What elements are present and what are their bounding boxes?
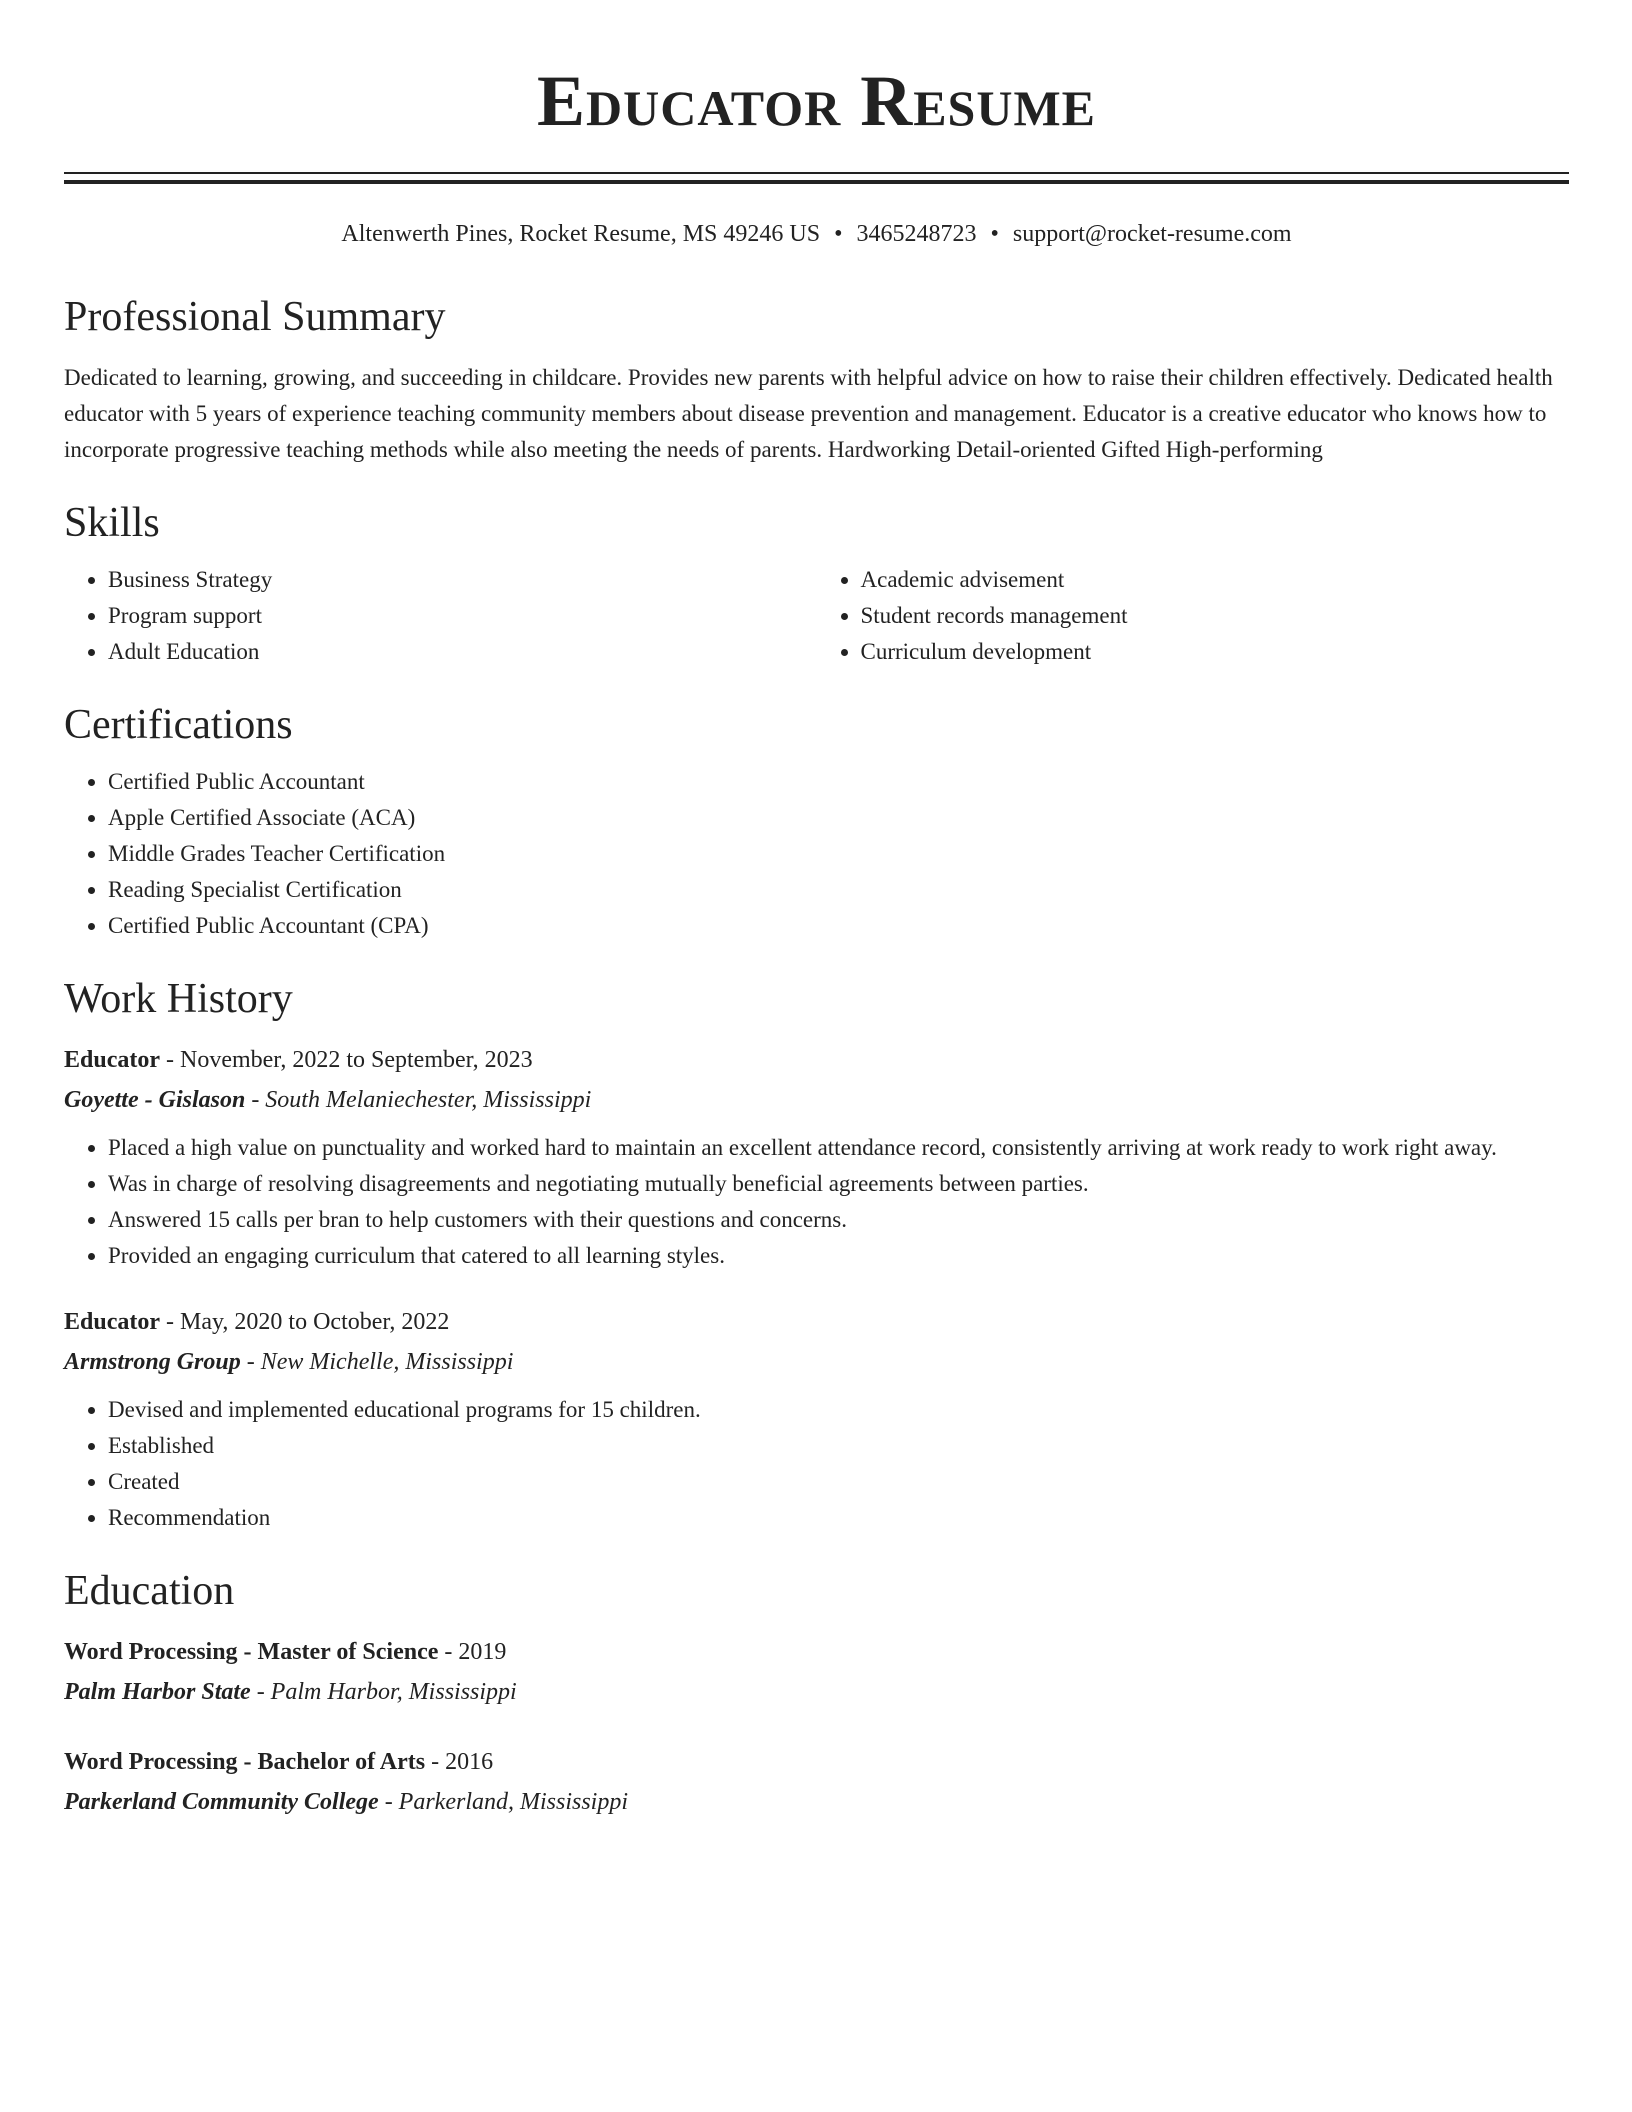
degree-line <box>64 1632 1569 1672</box>
job-bullet: • Answered 15 calls per bran to help customers with their questions and concerns. <box>108 1202 1569 1238</box>
contact-address: Altenwerth Pines, Rocket Resume, MS 49246 US <box>341 221 821 247</box>
certification-item: • Reading Specialist Certification <box>108 872 1569 908</box>
degree-name: Word Processing - Bachelor of Arts <box>64 1749 426 1775</box>
skills-heading: Skills <box>64 500 160 546</box>
contact-separator: • <box>834 221 843 247</box>
job-entry <box>64 1302 1569 1536</box>
job-entry <box>64 1040 1569 1274</box>
skill-item: • Program support <box>108 598 817 634</box>
school-line <box>64 1672 1569 1712</box>
company-line <box>64 1080 1569 1120</box>
company-line <box>64 1342 1569 1382</box>
company-name: Armstrong Group <box>64 1349 241 1375</box>
skills-column-right <box>817 562 1570 670</box>
skill-item: • Student records management <box>861 598 1570 634</box>
job-bullet: • Established <box>108 1428 1569 1464</box>
job-bullet: • Provided an engaging curriculum that catered to all learning styles. <box>108 1238 1569 1274</box>
title-divider-thick <box>64 180 1569 184</box>
job-bullet: • Created <box>108 1464 1569 1500</box>
education-heading: Education <box>64 1568 235 1614</box>
contact-separator: • <box>990 221 999 247</box>
job-dates: - November, 2022 to September, 2023 <box>160 1047 533 1073</box>
certifications-heading: Certifications <box>64 702 293 748</box>
school-location: - Parkerland, Mississippi <box>378 1789 629 1815</box>
job-title-line <box>64 1040 1569 1080</box>
skill-item: • Adult Education <box>108 634 817 670</box>
job-bullet: • Was in charge of resolving disagreements and negotiating mutually beneficial agreements between parties. <box>108 1166 1569 1202</box>
certifications-list <box>64 764 1569 944</box>
degree-line <box>64 1742 1569 1782</box>
job-dates: - May, 2020 to October, 2022 <box>160 1309 450 1335</box>
certification-item: • Certified Public Accountant <box>108 764 1569 800</box>
resume-page <box>64 0 1569 1822</box>
company-location: - South Melaniechester, Mississippi <box>245 1087 592 1113</box>
summary-text: Dedicated to learning, growing, and succeeding in childcare. Provides new parents with helpful advice on how to raise their children effectively. Dedicated health educator with 5 years of experience teaching community members about disease prevention and management. Educator is a creative educator who knows how to incorporate progressive teaching methods while also meeting the needs of parents. Hardworking Detail-oriented Gifted High-performing <box>64 365 1553 462</box>
job-title: Educator <box>64 1309 160 1335</box>
skill-item: • Academic advisement <box>861 562 1570 598</box>
education-entry <box>64 1632 1569 1712</box>
company-name: Goyette - Gislason <box>64 1087 246 1113</box>
certification-item: • Apple Certified Associate (ACA) <box>108 800 1569 836</box>
skill-item: • Business Strategy <box>108 562 817 598</box>
contact-phone: 3465248723 <box>856 221 977 247</box>
skills-column-left <box>64 562 817 670</box>
education-entry <box>64 1742 1569 1822</box>
school-name: Parkerland Community College <box>64 1789 379 1815</box>
school-name: Palm Harbor State <box>64 1679 251 1705</box>
company-location: - New Michelle, Mississippi <box>240 1349 514 1375</box>
work-history-heading: Work History <box>64 976 293 1022</box>
degree-name: Word Processing - Master of Science <box>64 1639 439 1665</box>
contact-email: support@rocket-resume.com <box>1012 221 1292 247</box>
certification-item: • Certified Public Accountant (CPA) <box>108 908 1569 944</box>
degree-year: - 2019 <box>438 1639 507 1665</box>
skill-item: • Curriculum development <box>861 634 1570 670</box>
summary-heading: Professional Summary <box>64 294 446 340</box>
school-line <box>64 1782 1569 1822</box>
skills-list <box>64 562 1569 670</box>
degree-year: - 2016 <box>425 1749 494 1775</box>
job-title-line <box>64 1302 1569 1342</box>
title-divider-thin <box>64 172 1569 174</box>
job-bullets <box>64 1392 1569 1536</box>
school-location: - Palm Harbor, Mississippi <box>250 1679 517 1705</box>
page-title: Educator Resume <box>537 61 1096 141</box>
job-bullet: • Recommendation <box>108 1500 1569 1536</box>
job-title: Educator <box>64 1047 160 1073</box>
certification-item: • Middle Grades Teacher Certification <box>108 836 1569 872</box>
job-bullets <box>64 1130 1569 1274</box>
contact-line <box>64 218 1569 250</box>
job-bullet: • Placed a high value on punctuality and worked hard to maintain an excellent attendance record, consistently arriving at work ready to work right away. <box>108 1130 1569 1166</box>
job-bullet: • Devised and implemented educational programs for 15 children. <box>108 1392 1569 1428</box>
